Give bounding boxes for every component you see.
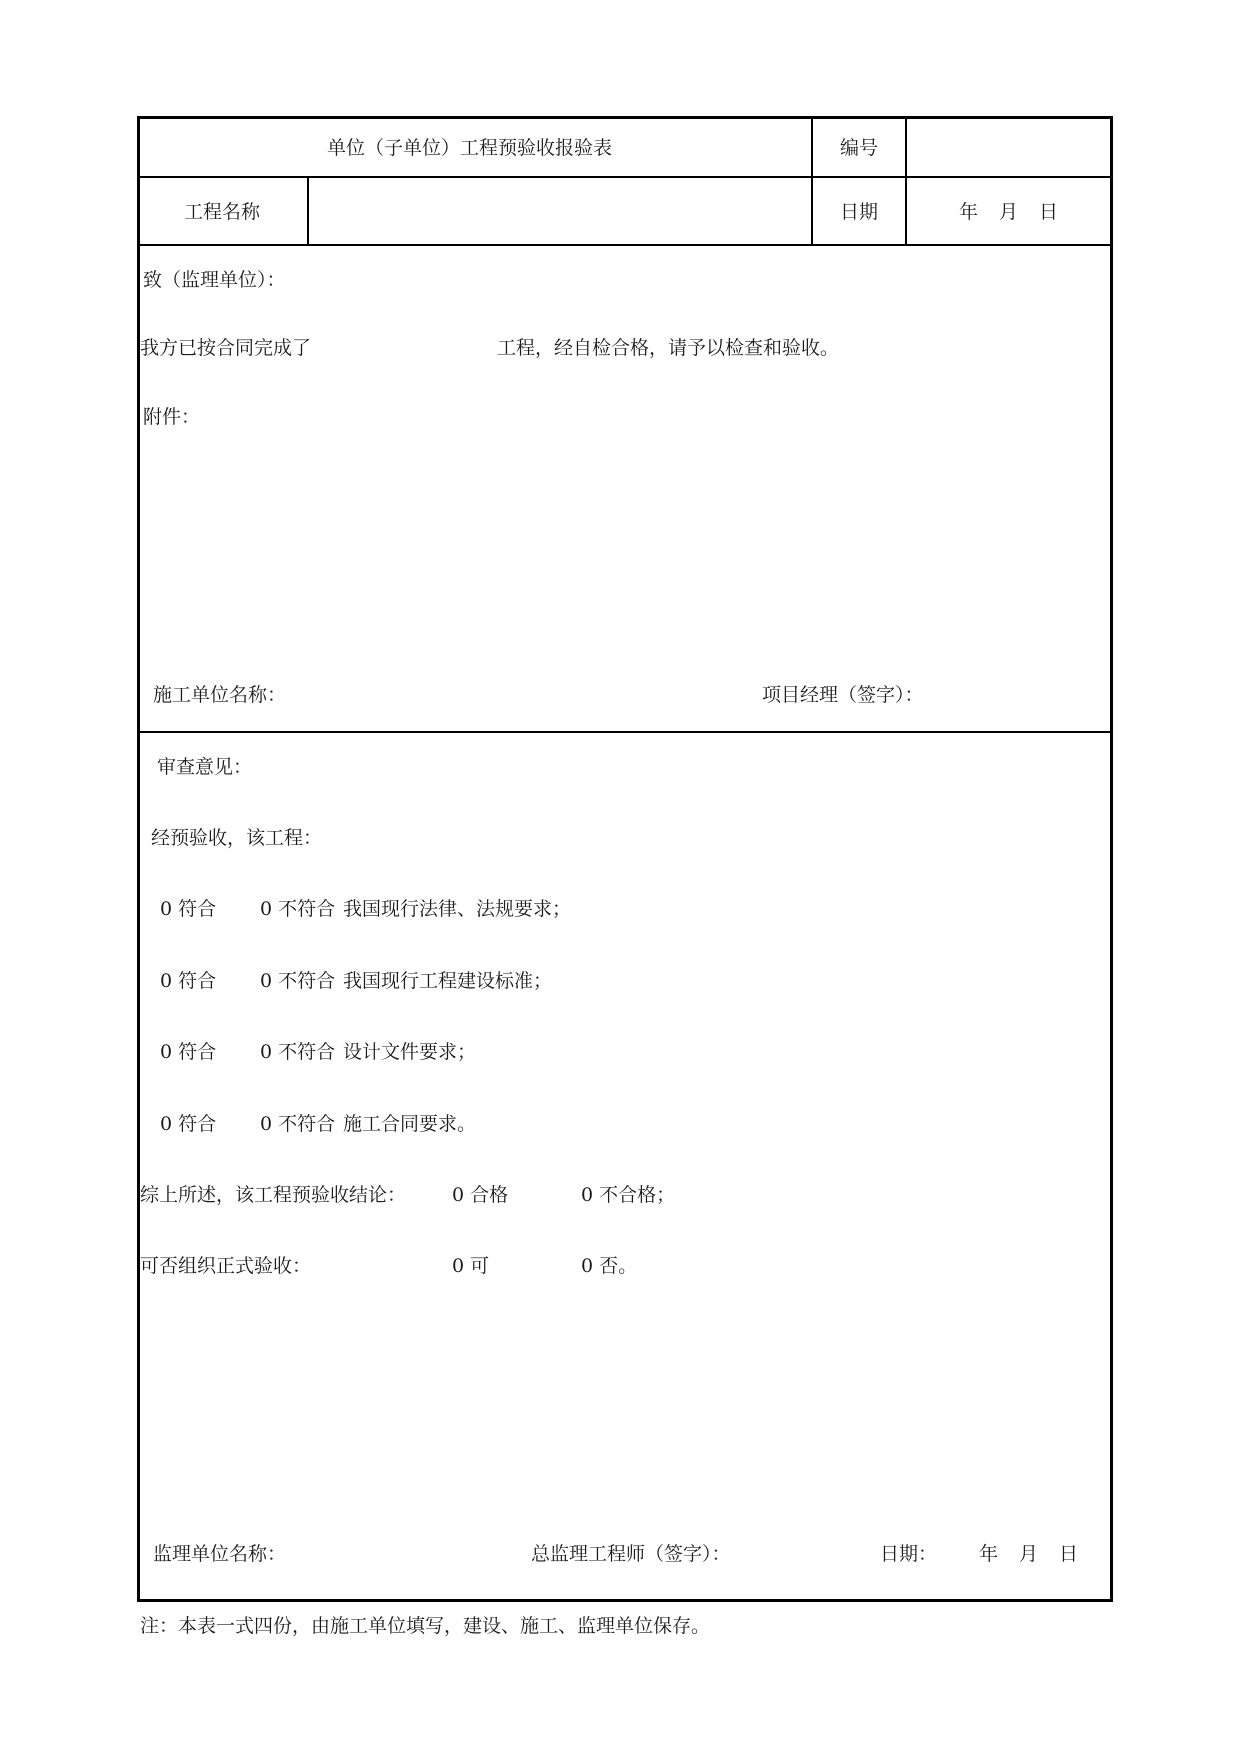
col-divider-mid — [811, 116, 813, 246]
number-field[interactable] — [912, 124, 1108, 172]
col-divider-right — [905, 116, 907, 246]
review-date-year: 年 — [979, 1543, 999, 1565]
date-label: 日期 — [840, 201, 879, 223]
contractor-name-label: 施工单位名称： — [153, 684, 287, 706]
criterion-text: 施工合同要求。 — [343, 1113, 477, 1135]
row-divider-1 — [137, 176, 1113, 178]
criterion-no-option[interactable]: 0 不符合 — [260, 1113, 336, 1135]
review-intro: 经预验收，该工程： — [151, 827, 323, 849]
number-label: 编号 — [840, 137, 879, 159]
date-month: 月 — [999, 201, 1019, 223]
review-date-day: 日 — [1059, 1543, 1079, 1565]
formal-no-option[interactable]: 0 否。 — [581, 1255, 638, 1277]
addressee-line: 致（监理单位）： — [143, 269, 286, 291]
conclusion-fail-option[interactable]: 0 不合格； — [581, 1184, 676, 1206]
criterion-yes-option[interactable]: 0 符合 — [160, 1113, 217, 1135]
statement-prefix: 我方已按合同完成了 — [140, 337, 312, 359]
conclusion-label: 综上所述，该工程预验收结论： — [140, 1184, 407, 1206]
criterion-no-option[interactable]: 0 不符合 — [260, 898, 336, 920]
formal-acceptance-label: 可否组织正式验收： — [140, 1255, 312, 1277]
statement-suffix: 工程，经自检合格，请予以检查和验收。 — [497, 337, 840, 359]
project-name-field[interactable] — [314, 182, 804, 240]
date-year: 年 — [959, 201, 979, 223]
project-manager-signature-label: 项目经理（签字）： — [762, 684, 924, 706]
attachments-label: 附件： — [143, 406, 201, 428]
formal-yes-option[interactable]: 0 可 — [452, 1255, 490, 1277]
criterion-text: 我国现行工程建设标准； — [343, 970, 553, 992]
footnote: 注：本表一式四份，由施工单位填写，建设、施工、监理单位保存。 — [140, 1615, 711, 1637]
criterion-no-option[interactable]: 0 不符合 — [260, 970, 336, 992]
criterion-yes-option[interactable]: 0 符合 — [160, 970, 217, 992]
conclusion-pass-option[interactable]: 0 合格 — [452, 1184, 509, 1206]
review-date-label: 日期： — [880, 1543, 938, 1565]
criterion-yes-option[interactable]: 0 符合 — [160, 898, 217, 920]
criterion-no-option[interactable]: 0 不符合 — [260, 1041, 336, 1063]
criterion-text: 设计文件要求； — [343, 1041, 477, 1063]
row-divider-2 — [137, 244, 1113, 246]
review-date-month: 月 — [1019, 1543, 1039, 1565]
review-opinion-label: 审查意见： — [157, 756, 253, 778]
criterion-yes-option[interactable]: 0 符合 — [160, 1041, 217, 1063]
supervisor-name-label: 监理单位名称： — [153, 1543, 287, 1565]
chief-engineer-signature-label: 总监理工程师（签字）： — [531, 1543, 731, 1565]
form-title: 单位（子单位）工程预验收报验表 — [327, 137, 613, 159]
row-divider-3 — [137, 731, 1113, 733]
project-name-label: 工程名称 — [184, 201, 261, 223]
date-day: 日 — [1039, 201, 1059, 223]
criterion-text: 我国现行法律、法规要求； — [343, 898, 572, 920]
col-divider-label — [307, 176, 309, 246]
